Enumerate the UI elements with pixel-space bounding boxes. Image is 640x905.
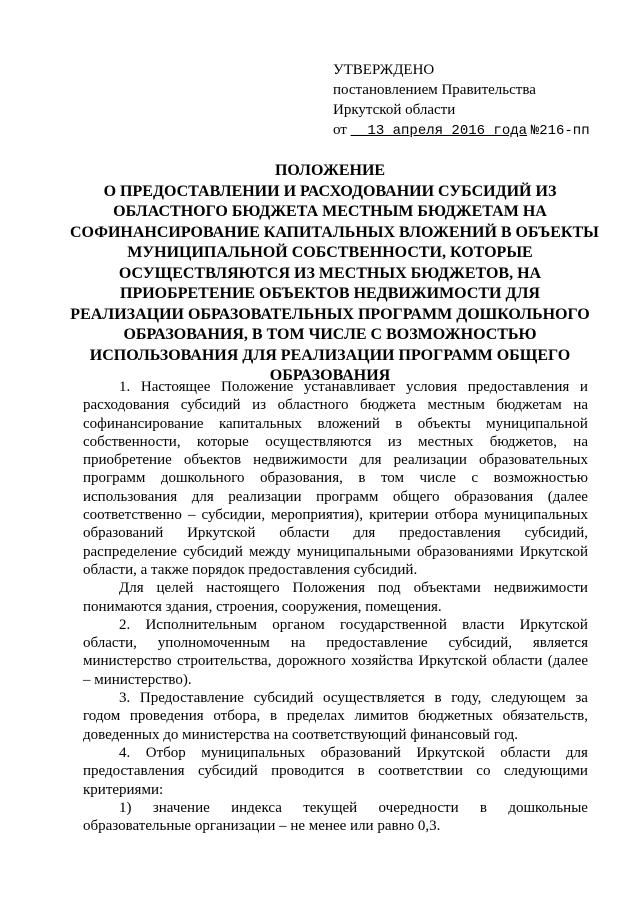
- paragraph-line: 1. Настоящее Положение устанавливает условия предоставления и: [119, 379, 588, 395]
- paragraph-line: 4. Отбор муниципальных образований Иркутской области для: [119, 744, 588, 761]
- approval-line-resolution: постановлением Правительства: [333, 82, 536, 98]
- paragraph-line: годом проведения отбора, в пределах лимитов бюджетных обязательств,: [83, 708, 588, 725]
- approval-number: 216-пп: [539, 123, 590, 139]
- title-line: ОБРАЗОВАНИЯ, В ТОМ ЧИСЛЕ С ВОЗМОЖНОСТЬЮ: [123, 326, 537, 343]
- title-line: ПРИОБРЕТЕНИЕ ОБЪЕКТОВ НЕДВИЖИМОСТИ ДЛЯ: [120, 285, 540, 302]
- paragraph-line: образовательные организации – не менее или равно 0,3.: [83, 818, 441, 835]
- paragraph-line: доведенных до министерства на соответствующий финансовый год.: [83, 726, 519, 743]
- title-line: ИСПОЛЬЗОВАНИЯ ДЛЯ РЕАЛИЗАЦИИ ПРОГРАММ ОБЩЕГО: [89, 346, 571, 364]
- paragraph-line: собственности, которые осуществляются из местных бюджетов, на: [83, 433, 588, 450]
- paragraph-line: софинансирование капитальных вложений в объекты муниципальной: [83, 415, 588, 432]
- paragraph-line: области, а также порядок предоставления субсидий.: [83, 561, 418, 578]
- approval-stamp: [333, 60, 590, 141]
- title-line: МУНИЦИПАЛЬНОЙ СОБСТВЕННОСТИ, КОТОРЫЕ: [127, 244, 533, 261]
- paragraph-line: расходования субсидий из областного бюджета местным бюджетам на: [83, 397, 588, 414]
- title-line: СОФИНАНСИРОВАНИЕ КАПИТАЛЬНЫХ ВЛОЖЕНИЙ В ОБЪЕКТЫ: [70, 223, 599, 241]
- paragraph-line: 2. Исполнительным органом государственной власти Иркутской: [119, 616, 588, 633]
- title-line: ПОЛОЖЕНИЕ: [274, 162, 386, 179]
- paragraph-line: министерство строительства, дорожного хозяйства Иркутской области (далее: [83, 653, 588, 670]
- paragraph-line: 3. Предоставление субсидий осуществляется в году, следующем за: [119, 690, 588, 707]
- title-line: О ПРЕДОСТАВЛЕНИИ И РАСХОДОВАНИИ СУБСИДИЙ ИЗ: [103, 182, 557, 200]
- paragraph-line: критериями:: [83, 781, 164, 798]
- approval-heading: УТВЕРЖДЕНО: [333, 62, 435, 78]
- paragraph-line: приобретение объектов недвижимости для реализации образовательных: [83, 452, 588, 469]
- paragraph-line: соответственно – субсидии, мероприятия), критерии отбора муниципальных: [83, 507, 588, 524]
- paragraph-line: программ дошкольного образования, в том числе с возможностью: [83, 470, 588, 487]
- document-title: [70, 161, 599, 387]
- paragraph-line: – министерство).: [83, 671, 192, 688]
- paragraph-line: предоставления субсидий проводится в соответствии со следующими: [83, 763, 588, 780]
- date-prefix: от: [333, 122, 347, 138]
- approval-date-line: [333, 120, 590, 141]
- paragraph-line: распределение субсидий между муниципальными образованиями Иркутской: [83, 543, 588, 560]
- paragraph-line: использования для реализации программ общего образования (далее: [83, 488, 588, 505]
- number-sign: №: [530, 123, 540, 139]
- paragraph-line: образований Иркутской области для предоставления субсидий,: [83, 525, 588, 542]
- paragraph-line: области, уполномоченным на предоставление субсидий, является: [83, 635, 588, 652]
- paragraph-line: понимаются здания, строения, сооружения, помещения.: [83, 598, 442, 615]
- paragraph-line: 1) значение индекса текущей очередности в дошкольные: [119, 799, 588, 816]
- paragraph-line: Для целей настоящего Положения под объектами недвижимости: [119, 580, 588, 597]
- title-line: ОБЛАСТНОГО БЮДЖЕТА МЕСТНЫМ БЮДЖЕТАМ НА: [113, 203, 547, 220]
- title-line: ОБРАЗОВАНИЯ: [269, 367, 391, 384]
- approval-line-region: Иркутской области: [333, 102, 456, 118]
- approval-date: __13 апреля 2016 года: [350, 123, 528, 139]
- document-body: [83, 378, 588, 835]
- title-line: ОСУЩЕСТВЛЯЮТСЯ ИЗ МЕСТНЫХ БЮДЖЕТОВ, НА: [118, 264, 542, 282]
- title-line: РЕАЛИЗАЦИИ ОБРАЗОВАТЕЛЬНЫХ ПРОГРАММ ДОШКОЛЬНОГО: [70, 305, 590, 323]
